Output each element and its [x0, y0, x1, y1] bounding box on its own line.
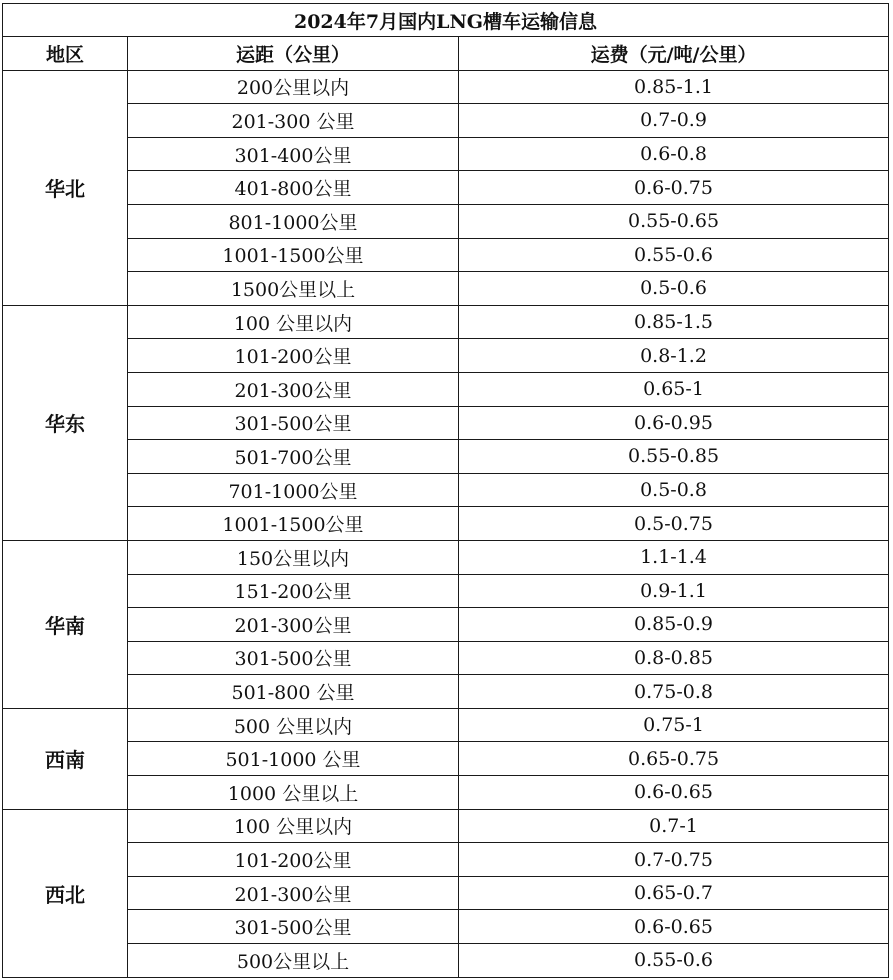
table-row — [3, 944, 889, 978]
header-distance: 运距（公里） — [128, 37, 459, 71]
fee-cell: 0.85-1.1 — [459, 70, 889, 104]
table-row — [3, 440, 889, 474]
table-row — [3, 675, 889, 709]
fee-cell: 0.6-0.95 — [459, 406, 889, 440]
table-row — [3, 272, 889, 306]
fee-cell: 0.55-0.65 — [459, 204, 889, 238]
table-row — [3, 742, 889, 776]
table-row — [3, 406, 889, 440]
header-fee: 运费（元/吨/公里） — [459, 37, 889, 71]
fee-cell: 0.8-1.2 — [459, 339, 889, 373]
distance-cell: 101-200公里 — [128, 843, 459, 877]
fee-cell: 0.7-0.75 — [459, 843, 889, 877]
fee-cell: 0.7-0.9 — [459, 104, 889, 138]
lng-transport-table — [2, 3, 889, 978]
fee-cell: 0.55-0.6 — [459, 944, 889, 978]
table-row — [3, 809, 889, 843]
fee-cell: 0.8-0.85 — [459, 641, 889, 675]
distance-cell: 500公里以上 — [128, 944, 459, 978]
fee-cell: 0.65-0.75 — [459, 742, 889, 776]
distance-cell: 100 公里以内 — [128, 809, 459, 843]
header-region: 地区 — [3, 37, 128, 71]
fee-cell: 0.6-0.8 — [459, 137, 889, 171]
fee-cell: 0.7-1 — [459, 809, 889, 843]
distance-cell: 301-500公里 — [128, 406, 459, 440]
fee-cell: 0.5-0.75 — [459, 507, 889, 541]
distance-cell: 401-800公里 — [128, 171, 459, 205]
fee-cell: 0.55-0.6 — [459, 238, 889, 272]
fee-cell: 1.1-1.4 — [459, 540, 889, 574]
distance-cell: 501-700公里 — [128, 440, 459, 474]
fee-cell: 0.5-0.8 — [459, 473, 889, 507]
fee-cell: 0.9-1.1 — [459, 574, 889, 608]
table-row — [3, 910, 889, 944]
header-row — [3, 37, 889, 71]
table-row — [3, 843, 889, 877]
distance-cell: 501-1000 公里 — [128, 742, 459, 776]
table-row — [3, 574, 889, 608]
table-row — [3, 608, 889, 642]
table-row — [3, 104, 889, 138]
table-row — [3, 876, 889, 910]
table-row — [3, 708, 889, 742]
distance-cell: 801-1000公里 — [128, 204, 459, 238]
fee-cell: 0.75-0.8 — [459, 675, 889, 709]
distance-cell: 200公里以内 — [128, 70, 459, 104]
table-row — [3, 540, 889, 574]
fee-cell: 0.85-1.5 — [459, 305, 889, 339]
distance-cell: 500 公里以内 — [128, 708, 459, 742]
region-cell: 华北 — [3, 70, 128, 305]
table-row — [3, 305, 889, 339]
table-row — [3, 507, 889, 541]
table-row — [3, 372, 889, 406]
distance-cell: 701-1000公里 — [128, 473, 459, 507]
lng-transport-table-container — [2, 3, 888, 978]
title-row — [3, 4, 889, 37]
fee-cell: 0.75-1 — [459, 708, 889, 742]
table-row — [3, 137, 889, 171]
fee-cell: 0.6-0.75 — [459, 171, 889, 205]
distance-cell: 201-300公里 — [128, 608, 459, 642]
region-cell: 西南 — [3, 708, 128, 809]
table-row — [3, 776, 889, 810]
table-row — [3, 204, 889, 238]
fee-cell: 0.55-0.85 — [459, 440, 889, 474]
fee-cell: 0.5-0.6 — [459, 272, 889, 306]
distance-cell: 301-400公里 — [128, 137, 459, 171]
distance-cell: 201-300公里 — [128, 372, 459, 406]
distance-cell: 201-300公里 — [128, 876, 459, 910]
region-cell: 西北 — [3, 809, 128, 977]
fee-cell: 0.65-1 — [459, 372, 889, 406]
fee-cell: 0.65-0.7 — [459, 876, 889, 910]
distance-cell: 101-200公里 — [128, 339, 459, 373]
table-row — [3, 473, 889, 507]
distance-cell: 301-500公里 — [128, 641, 459, 675]
distance-cell: 201-300 公里 — [128, 104, 459, 138]
table-row — [3, 238, 889, 272]
distance-cell: 1500公里以上 — [128, 272, 459, 306]
distance-cell: 301-500公里 — [128, 910, 459, 944]
distance-cell: 151-200公里 — [128, 574, 459, 608]
table-row — [3, 70, 889, 104]
table-row — [3, 339, 889, 373]
table-body — [3, 70, 889, 977]
distance-cell: 501-800 公里 — [128, 675, 459, 709]
table-row — [3, 171, 889, 205]
region-cell: 华南 — [3, 540, 128, 708]
fee-cell: 0.6-0.65 — [459, 910, 889, 944]
fee-cell: 0.6-0.65 — [459, 776, 889, 810]
distance-cell: 1001-1500公里 — [128, 507, 459, 541]
table-row — [3, 641, 889, 675]
distance-cell: 100 公里以内 — [128, 305, 459, 339]
distance-cell: 150公里以内 — [128, 540, 459, 574]
distance-cell: 1001-1500公里 — [128, 238, 459, 272]
table-title: 2024年7月国内LNG槽车运输信息 — [3, 4, 889, 37]
region-cell: 华东 — [3, 305, 128, 540]
fee-cell: 0.85-0.9 — [459, 608, 889, 642]
distance-cell: 1000 公里以上 — [128, 776, 459, 810]
